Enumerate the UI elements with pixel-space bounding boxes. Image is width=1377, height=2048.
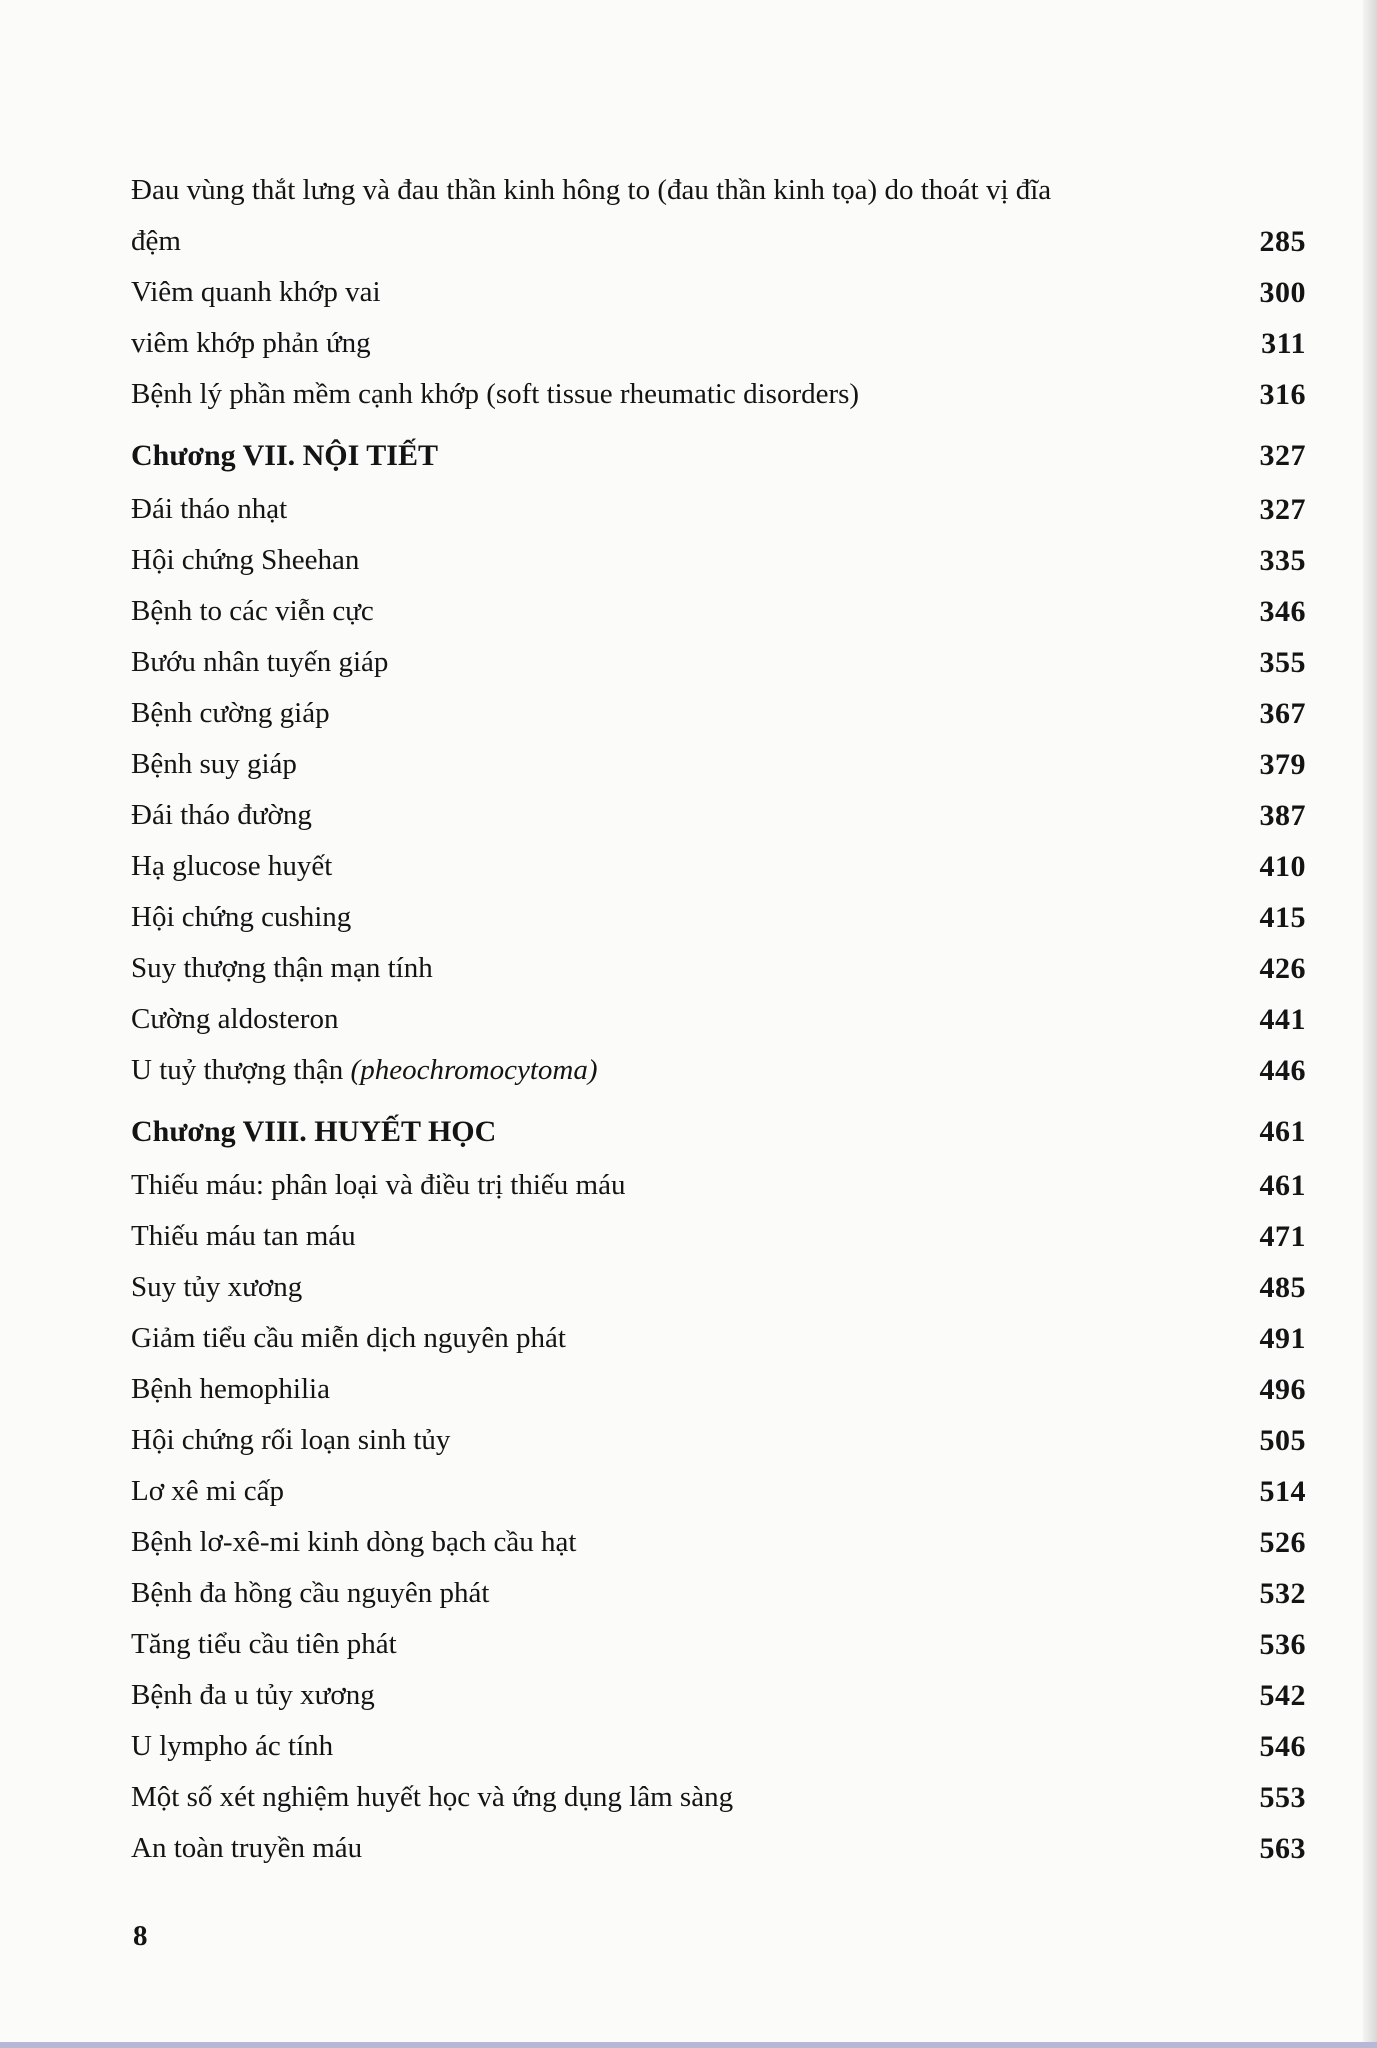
toc-entry-title — [131, 1045, 598, 1096]
toc-entry-page: 355 — [1259, 646, 1306, 679]
toc-entry-page: 367 — [1259, 697, 1306, 730]
toc-entry-title: Hội chứng Sheehan — [131, 544, 360, 576]
toc-entry — [131, 943, 1306, 994]
toc-entry-title: Bệnh suy giáp — [131, 748, 297, 780]
toc-entry-title: Thiếu máu tan máu — [131, 1220, 356, 1252]
toc-entry — [131, 1823, 1306, 1874]
toc-entry-title: viêm khớp phản ứng — [131, 327, 371, 359]
toc-entry-title: Bệnh đa hồng cầu nguyên phát — [131, 1577, 490, 1609]
toc-entry-page: 461 — [1259, 1169, 1306, 1202]
chapter-page: 461 — [1259, 1115, 1306, 1148]
toc-entry — [131, 1313, 1306, 1364]
toc-entry-page: 553 — [1259, 1781, 1306, 1814]
toc-entry-page: 311 — [1261, 327, 1306, 360]
toc-entry-page: 379 — [1259, 748, 1306, 781]
toc-entry — [131, 1364, 1306, 1415]
toc-entry — [131, 637, 1306, 688]
toc-entry-page: 542 — [1259, 1679, 1306, 1712]
toc-entry-page: 563 — [1259, 1832, 1306, 1865]
toc-entry — [131, 318, 1306, 369]
toc-entry — [131, 790, 1306, 841]
toc-entry-title: Bệnh lơ-xê-mi kinh dòng bạch cầu hạt — [131, 1526, 577, 1558]
toc-entry-page: 526 — [1259, 1526, 1306, 1559]
toc-entry-title: Viêm quanh khớp vai — [131, 276, 381, 308]
toc-entry-title: Bướu nhân tuyến giáp — [131, 646, 389, 678]
toc-entry — [131, 892, 1306, 943]
toc-entry-page: 415 — [1259, 901, 1306, 934]
toc-entry-title: Hạ glucose huyết — [131, 850, 333, 882]
toc-entry-page: 426 — [1259, 952, 1306, 985]
toc-entry-page: 441 — [1259, 1003, 1306, 1036]
toc-entry-title-main: U tuỷ thượng thận — [131, 1054, 344, 1086]
toc-entry-title: Suy thượng thận mạn tính — [131, 952, 433, 984]
table-of-contents — [131, 165, 1306, 1874]
toc-entry — [131, 1211, 1306, 1262]
toc-entry — [131, 1415, 1306, 1466]
toc-entry-page: 491 — [1259, 1322, 1306, 1355]
toc-entry-page: 514 — [1259, 1475, 1306, 1508]
toc-entry — [131, 369, 1306, 420]
toc-entry-title: Bệnh cường giáp — [131, 697, 330, 729]
toc-entry — [131, 1466, 1306, 1517]
toc-entry — [131, 535, 1306, 586]
toc-entry — [131, 1772, 1306, 1823]
toc-entry-title: Bệnh đa u tủy xương — [131, 1679, 375, 1711]
chapter-title: Chương VII. NỘI TIẾT — [131, 439, 438, 472]
toc-entry — [131, 586, 1306, 637]
toc-entry-title: Hội chứng rối loạn sinh tủy — [131, 1424, 451, 1456]
toc-entry-title: Bệnh to các viễn cực — [131, 595, 374, 627]
toc-entry — [131, 1721, 1306, 1772]
toc-entry-page: 546 — [1259, 1730, 1306, 1763]
chapter-title: Chương VIII. HUYẾT HỌC — [131, 1115, 497, 1148]
page-edge-shadow — [1363, 0, 1377, 2048]
toc-entry — [131, 267, 1306, 318]
toc-entry-page: 532 — [1259, 1577, 1306, 1610]
toc-entry — [131, 1670, 1306, 1721]
toc-entry — [131, 1262, 1306, 1313]
toc-entry-page: 410 — [1259, 850, 1306, 883]
toc-entry — [131, 1619, 1306, 1670]
chapter-page: 327 — [1259, 439, 1306, 472]
toc-entry-title: Bệnh lý phần mềm cạnh khớp (soft tissue rheumatic disorders) — [131, 378, 860, 410]
toc-entry-page: 316 — [1259, 378, 1306, 411]
page-bottom-edge — [0, 2042, 1377, 2048]
toc-entry-page: 327 — [1259, 493, 1306, 526]
toc-entry-title: Đau vùng thắt lưng và đau thần kinh hông to (đau thần kinh tọa) do thoát vị đĩa đệm — [131, 174, 1052, 257]
toc-entry-title: Đái tháo nhạt — [131, 493, 288, 525]
toc-entry — [131, 165, 1306, 267]
toc-entry-page: 300 — [1259, 276, 1306, 309]
toc-entry-page: 496 — [1259, 1373, 1306, 1406]
toc-entry-title: Đái tháo đường — [131, 799, 312, 831]
toc-entry-page: 335 — [1259, 544, 1306, 577]
toc-entry — [131, 688, 1306, 739]
toc-chapter-heading — [131, 428, 1306, 484]
toc-entry-title: Giảm tiểu cầu miễn dịch nguyên phát — [131, 1322, 566, 1354]
toc-entry-title: Thiếu máu: phân loại và điều trị thiếu máu — [131, 1169, 626, 1201]
toc-entry-page: 446 — [1259, 1054, 1306, 1087]
toc-entry-page: 536 — [1259, 1628, 1306, 1661]
toc-entry-page: 471 — [1259, 1220, 1306, 1253]
toc-entry-page: 505 — [1259, 1424, 1306, 1457]
toc-entry — [131, 994, 1306, 1045]
toc-entry — [131, 1160, 1306, 1211]
toc-entry-page: 285 — [1259, 225, 1306, 258]
toc-entry-title: Tăng tiểu cầu tiên phát — [131, 1628, 397, 1660]
toc-entry-title: Hội chứng cushing — [131, 901, 352, 933]
toc-entry-title: Lơ xê mi cấp — [131, 1475, 285, 1507]
toc-entry-title: Cường aldosteron — [131, 1003, 339, 1035]
toc-entry-page: 387 — [1259, 799, 1306, 832]
toc-entry — [131, 1517, 1306, 1568]
toc-entry — [131, 1568, 1306, 1619]
toc-chapter-heading — [131, 1104, 1306, 1160]
toc-entry — [131, 1045, 1306, 1096]
toc-entry-page: 485 — [1259, 1271, 1306, 1304]
toc-entry-title: Bệnh hemophilia — [131, 1373, 330, 1405]
toc-entry-title: An toàn truyền máu — [131, 1832, 363, 1864]
toc-entry-page: 346 — [1259, 595, 1306, 628]
toc-entry — [131, 739, 1306, 790]
toc-entry-title: U lympho ác tính — [131, 1730, 334, 1762]
toc-entry — [131, 841, 1306, 892]
toc-entry-title: Suy tủy xương — [131, 1271, 303, 1303]
toc-entry-title: Một số xét nghiệm huyết học và ứng dụng lâm sàng — [131, 1781, 734, 1813]
toc-entry — [131, 484, 1306, 535]
page-number: 8 — [133, 1920, 148, 1952]
toc-entry-title-italic: (pheochromocytoma) — [350, 1054, 598, 1086]
